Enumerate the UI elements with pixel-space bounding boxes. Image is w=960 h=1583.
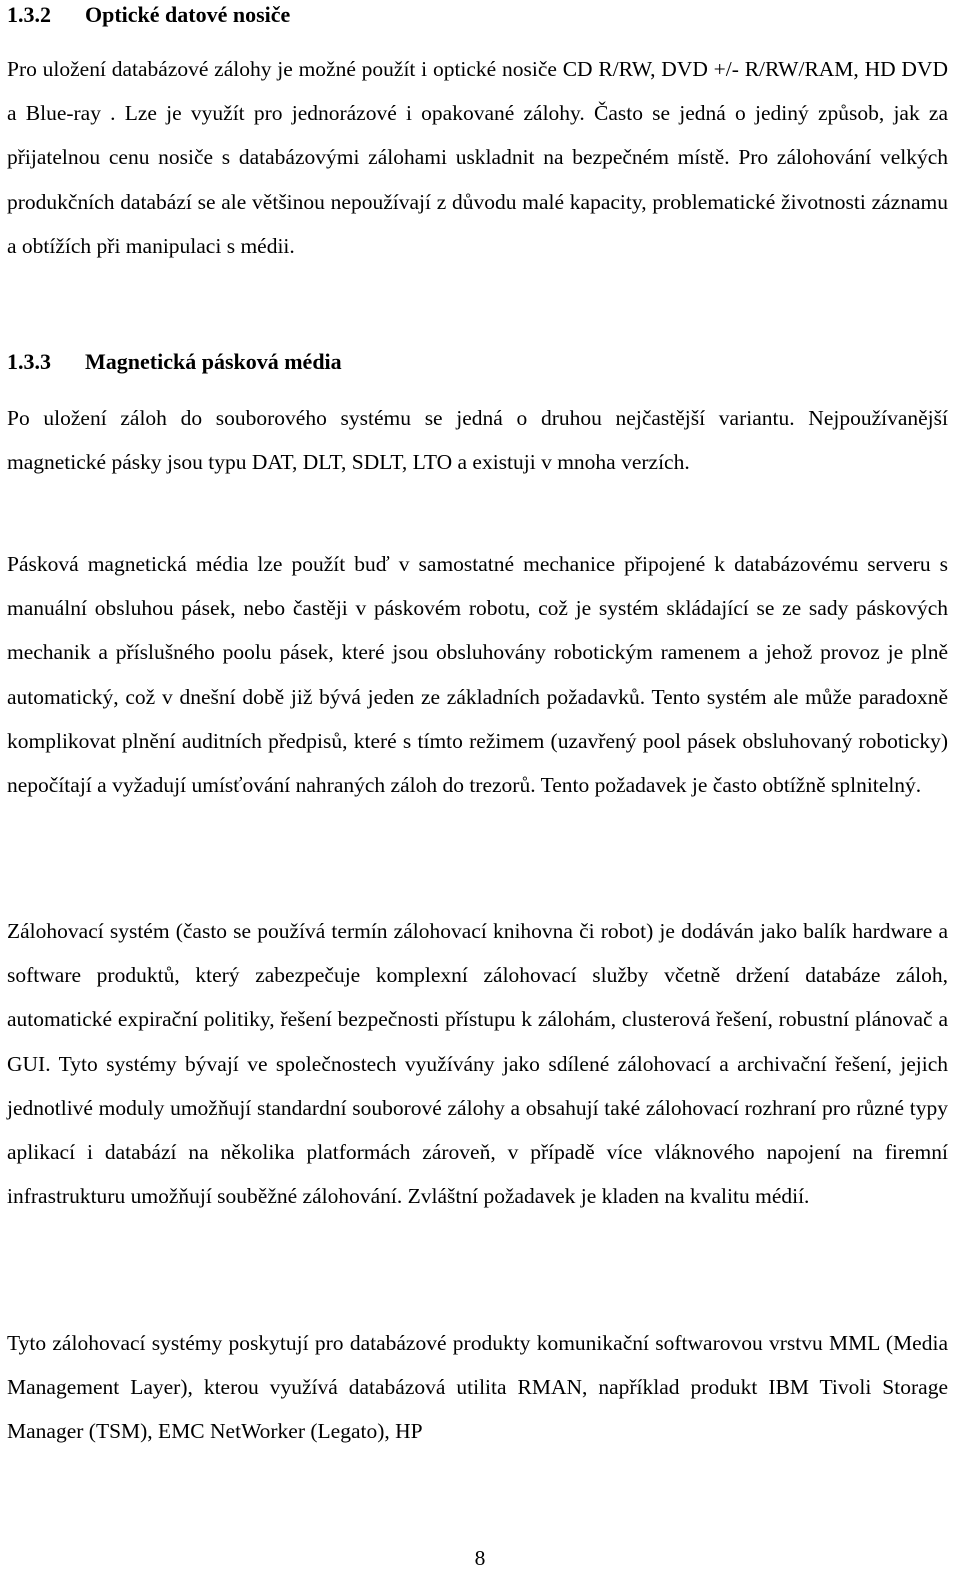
section-number: 1.3.3	[7, 349, 51, 374]
page-number: 8	[474, 1546, 486, 1570]
paragraph-backup-system: Zálohovací systém (často se používá termín zálohovací knihovna či robot) je dodáván jako balík hardware a software produktů, který zabezpečuje komplexní zálohovací služby včetně držení databáze záloh, automatické expirační politiky, řešení bezpečnosti přístupu k zálohám, clusterová řešení, robustní plánovač a GUI. Tyto systémy bývají ve společnostech využívány jako sdílené zálohovací a archivační řešení, jejich jednotlivé moduly umožňují standardní souborové zálohy a obsahují také zálohovací rozhraní pro různé typy aplikací i databází na několika platformách zároveň, v případě více vláknového napojení na firemní infrastrukturu umožňují souběžné zálohování. Zvláštní požadavek je kladen na kvalitu médií.	[7, 919, 948, 1209]
paragraph-tape-intro: Po uložení záloh do souborového systému se jedná o druhou nejčastější variantu. Nejpoužívanější magnetické pásky jsou typu DAT, DLT, SDLT, LTO a existuji v mnoha verzích.	[7, 406, 948, 475]
section-number: 1.3.2	[7, 2, 51, 27]
paragraph-optical-media: Pro uložení databázové zálohy je možné použít i optické nosiče CD R/RW, DVD +/- R/RW/RAM, HD DVD a Blue-ray . Lze je využít pro jednorázové i opakované zálohy. Často se jedná o jediný způsob, jak za přijatelnou cenu nosiče s databázovými zálohami uskladnit na bezpečném místě. Pro zálohování velkých produkčních databází se ale většinou nepoužívají z důvodu malé kapacity, problematické životnosti záznamu a obtížích při manipulaci s médii.	[7, 57, 948, 258]
paragraph-tape-mechanics: Pásková magnetická média lze použít buď v samostatné mechanice připojené k databázovému serveru s manuální obsluhou pásek, nebo častěji v páskovém robotu, což je systém skládající se ze sady páskových mechanik a příslušného poolu pásek, které jsou obsluhovány robotickým ramenem a jehož provoz je plně automatický, což v dnešní době již bývá jeden ze základních požadavků. Tento systém ale může paradoxně komplikovat plnění auditních předpisů, které s tímto režimem (uzavřený pool pásek obsluhovaný roboticky) nepočítají a vyžadují umísťování nahraných záloh do trezorů. Tento požadavek je často obtížně splnitelný.	[7, 552, 948, 798]
section-title: Optické datové nosiče	[85, 2, 291, 27]
section-heading-magnetic-tape	[7, 347, 342, 377]
paragraph-mml-layer: Tyto zálohovací systémy poskytují pro databázové produkty komunikační softwarovou vrstvu MML (Media Management Layer), kterou využívá databázová utilita RMAN, například produkt IBM Tivoli Storage Manager (TSM), EMC NetWorker (Legato), HP	[7, 1331, 948, 1444]
section-heading-optical-media	[7, 0, 290, 30]
section-title: Magnetická pásková média	[85, 349, 342, 374]
